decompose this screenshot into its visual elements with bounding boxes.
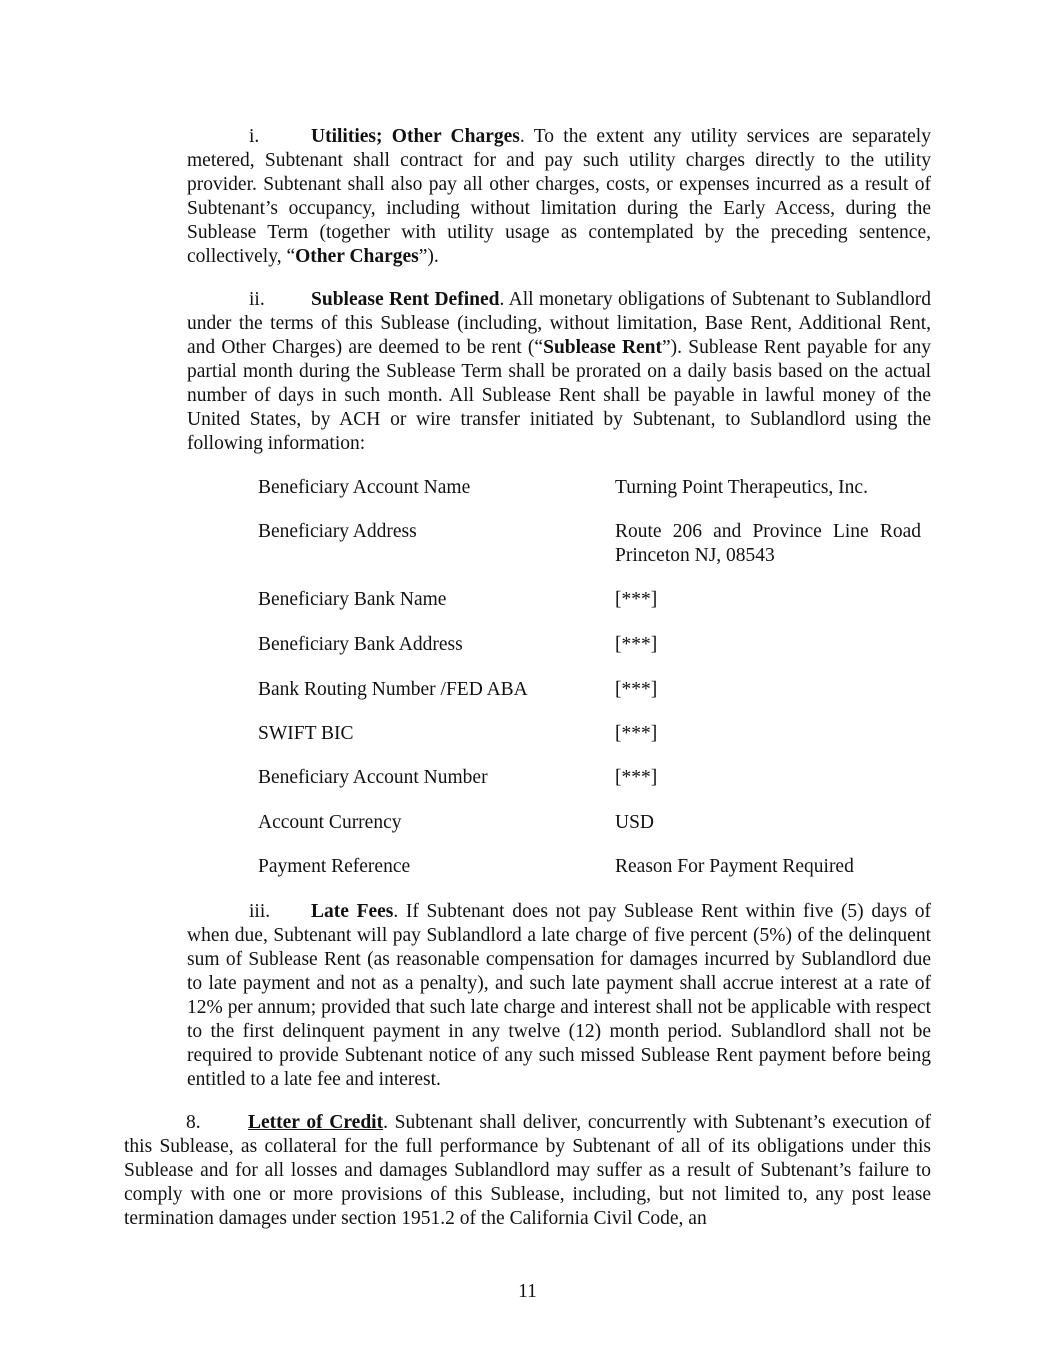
section-ii-defined-term: Sublease Rent <box>543 337 663 358</box>
section-i-text: . To the extent any utility services are separately metered, Subtenant shall contract for and pay such utility charges directly to the utility provider. Subtenant shall also pay all other charges, costs, or expenses incurred as a result of Subtenant’s occupancy, including without limitation during the Early Access, during the Sublease Term (together with utility usage as contemplated by the preceding sentence, collectively, “ <box>187 126 931 267</box>
bank-label: Beneficiary Bank Address <box>258 634 463 655</box>
section-ii-text: . All monetary obligations of Subtenant to Sublandlord under the terms of this Sublease (including, without limitation, Base Rent, Additional Rent, and Other Charges) are deemed to be rent (“ <box>187 289 931 358</box>
bank-label: Beneficiary Account Name <box>258 477 471 498</box>
bank-value: Reason For Payment Required <box>615 856 854 877</box>
bank-value: [***] <box>615 767 658 788</box>
bank-value: [***] <box>615 723 658 744</box>
section-8-heading: Letter of Credit <box>248 1112 384 1133</box>
bank-address-line-1: Route 206 and Province Line Road <box>615 521 921 542</box>
page-number: 11 <box>518 1281 537 1302</box>
section-8-text: . Subtenant shall deliver, concurrently with Subtenant’s execution of this Sublease, as collateral for the full performance by Subtenant of all of its obligations under this Sublease and for all losses and damages Sublandlord may suffer as a result of Subtenant’s failure to comply with one or more provisions of this Sublease, including, but not limited to, any post lease termination damages under section 1951.2 of the California Civil Code, an <box>124 1112 931 1229</box>
section-ii-heading: Sublease Rent Defined <box>311 289 500 310</box>
bank-label: Account Currency <box>258 812 402 833</box>
section-ii-number: ii. <box>249 289 265 310</box>
section-iii-heading: Late Fees <box>311 901 394 922</box>
bank-label: Beneficiary Bank Name <box>258 589 447 610</box>
section-iii-late-fees <box>187 900 931 1092</box>
section-ii-text-end: ”). Sublease Rent payable for any partial month during the Sublease Term shall be prorated on a daily basis based on the actual number of days in such month. All Sublease Rent shall be payable in lawful money of the United States, by ACH or wire transfer initiated by Subtenant, to Sublandlord using the following information: <box>187 337 931 454</box>
bank-label: Bank Routing Number /FED ABA <box>258 679 528 700</box>
section-iii-text: . If Subtenant does not pay Sublease Rent within five (5) days of when due, Subtenant will pay Sublandlord a late charge of five percent (5%) of the delinquent sum of Sublease Rent (as reasonable compensation for damages incurred by Sublandlord due to late payment and not as a penalty), and such late payment shall accrue interest at a rate of 12% per annum; provided that such late charge and interest shall not be applicable with respect to the first delinquent payment in any twelve (12) month period. Sublandlord shall not be required to provide Subtenant notice of any such missed Sublease Rent payment before being entitled to a late fee and interest. <box>187 901 931 1090</box>
section-i-text-end: ”). <box>418 246 439 267</box>
bank-label: Payment Reference <box>258 856 411 877</box>
section-8-number: 8. <box>186 1112 201 1133</box>
section-i-utilities <box>187 125 931 269</box>
section-8-letter-of-credit <box>124 1111 931 1231</box>
section-i-heading: Utilities; Other Charges <box>311 126 520 147</box>
bank-label: Beneficiary Address <box>258 521 417 542</box>
bank-label: SWIFT BIC <box>258 723 354 744</box>
section-i-number: i. <box>249 126 260 147</box>
bank-value <box>615 520 921 568</box>
bank-value: Turning Point Therapeutics, Inc. <box>615 477 868 498</box>
section-i-defined-term: Other Charges <box>295 246 419 267</box>
section-ii-sublease-rent <box>187 288 931 456</box>
bank-value: [***] <box>615 634 658 655</box>
bank-value: [***] <box>615 679 658 700</box>
bank-address-line-2: Princeton NJ, 08543 <box>615 545 775 566</box>
bank-value: [***] <box>615 589 658 610</box>
bank-label: Beneficiary Account Number <box>258 767 488 788</box>
bank-value: USD <box>615 812 655 833</box>
section-iii-number: iii. <box>249 901 271 922</box>
